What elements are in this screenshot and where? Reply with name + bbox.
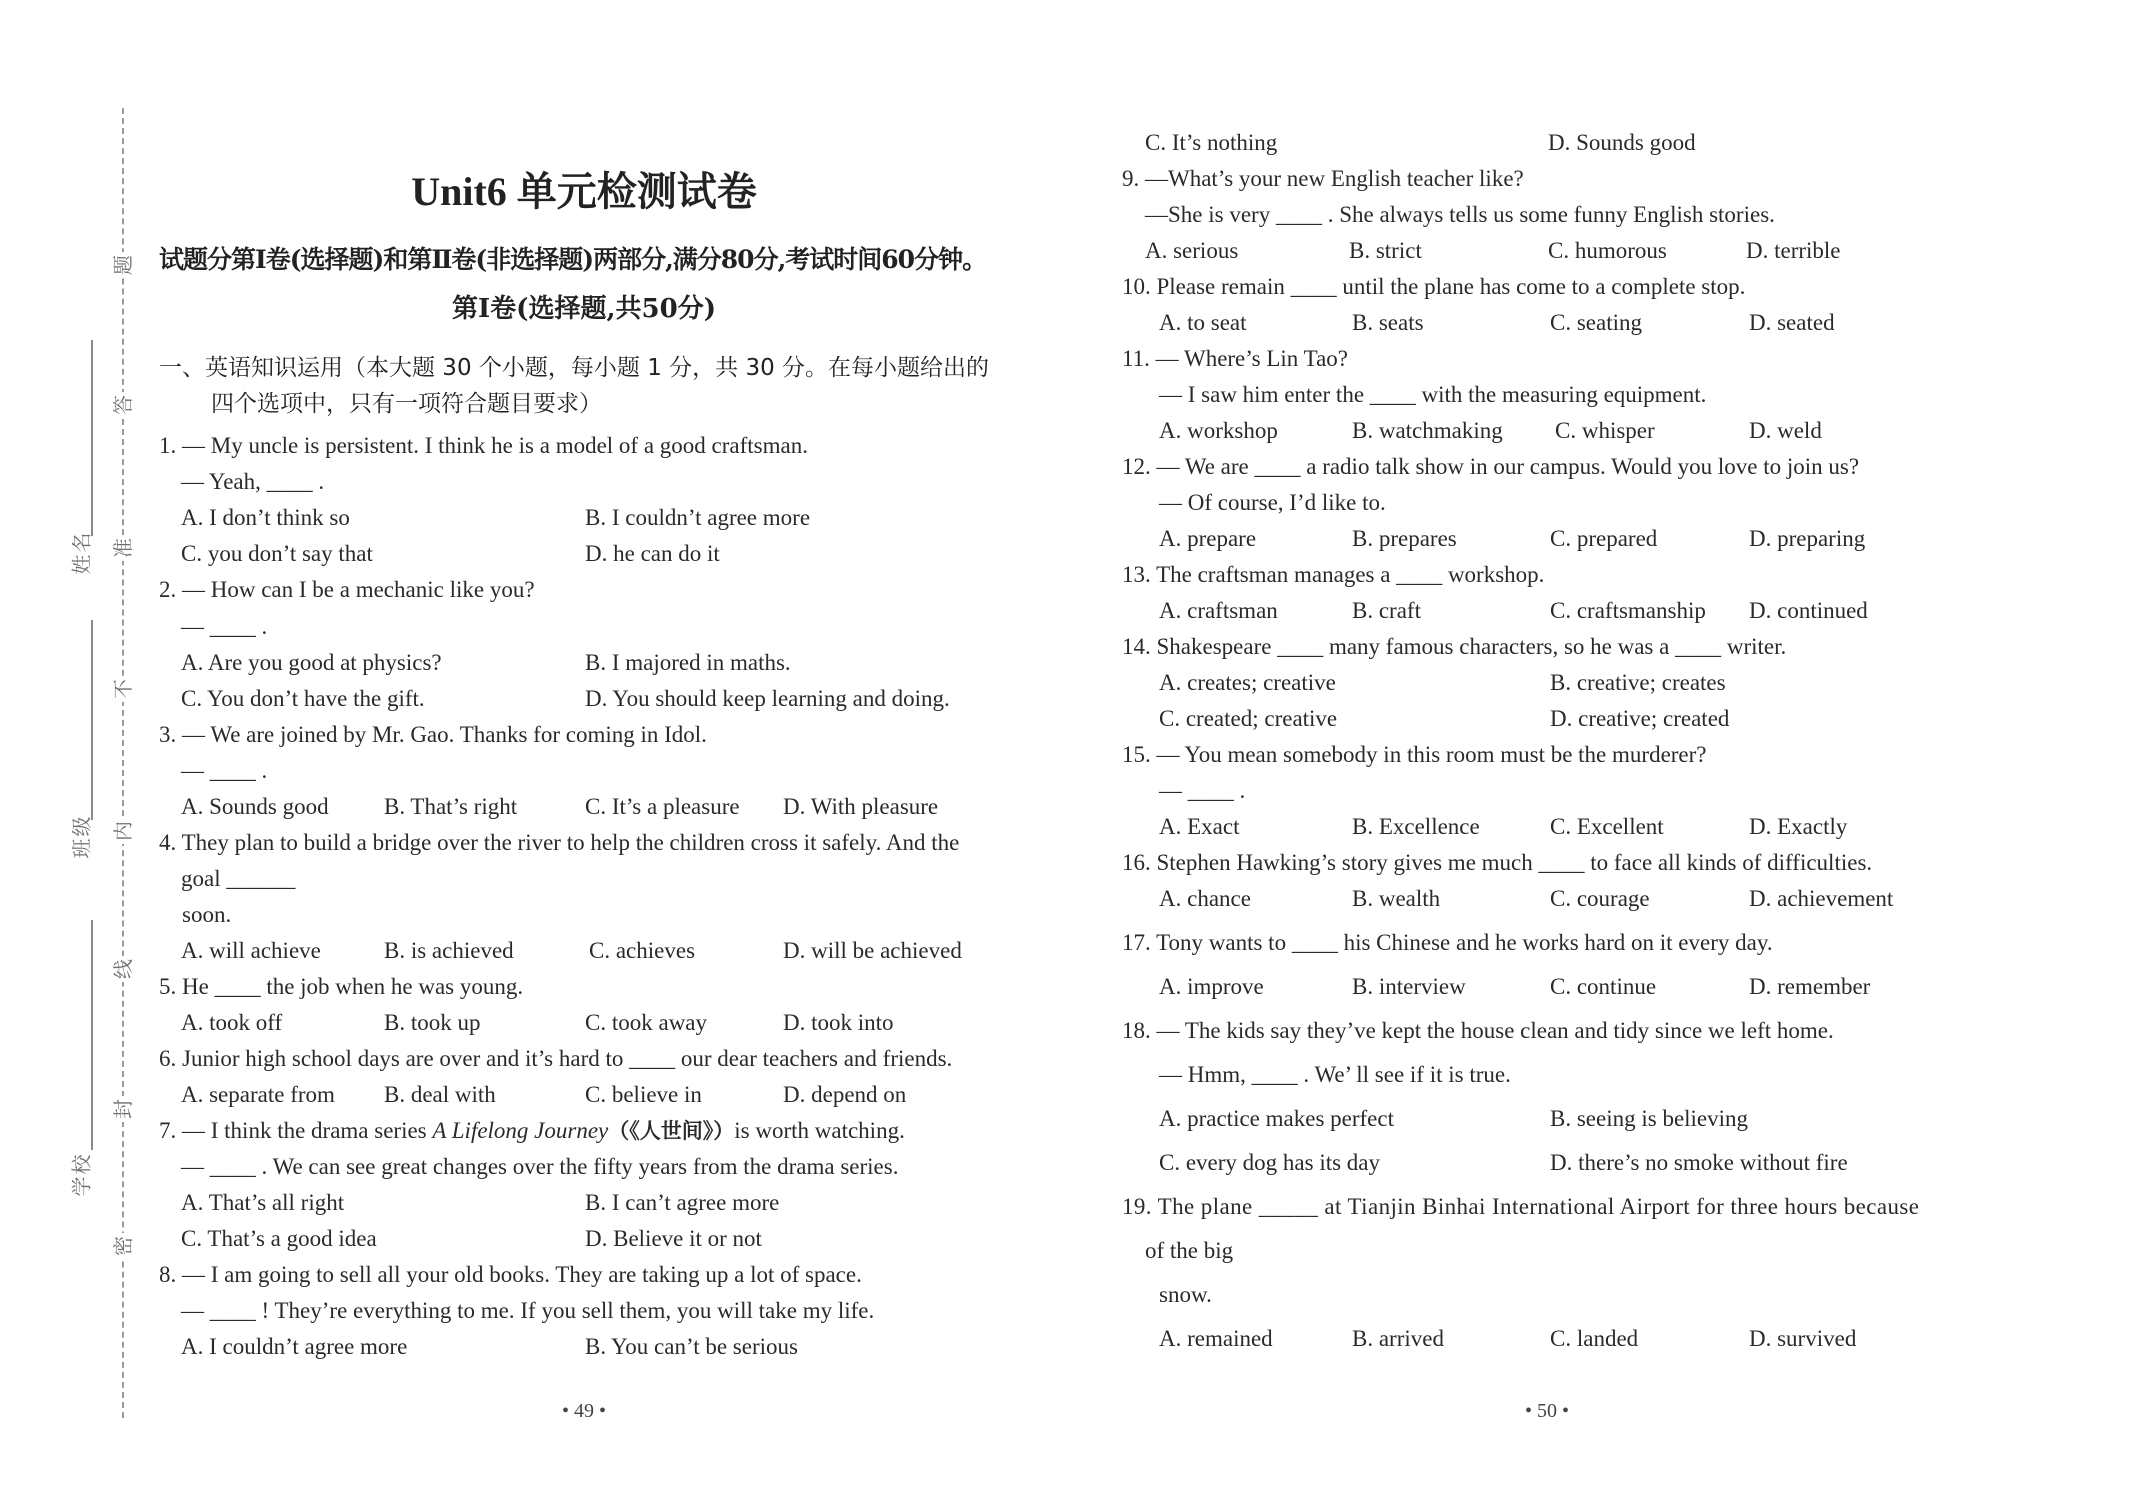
option-b: B. is achieved	[384, 938, 514, 963]
option-d: D. continued	[1749, 598, 1868, 623]
option-a: A. I couldn’t agree more	[181, 1334, 408, 1359]
page-number-left: • 49 •	[561, 1400, 606, 1422]
part-heading-line1: 一、英语知识运用（本大题 30 个小题，每小题 1 分，共 30 分。在每小题给出的	[159, 355, 990, 381]
question-stem: 14. Shakespeare ____ many famous characters, so he was a ____ writer.	[1122, 634, 1787, 659]
option-c: C. It’s a pleasure	[585, 794, 740, 819]
part-heading-line2: 四个选项中，只有一项符合题目要求）	[211, 391, 602, 417]
option-c: C. you don’t say that	[181, 541, 373, 566]
seal-char: 密	[110, 1233, 136, 1259]
option-b: B. took up	[384, 1010, 481, 1035]
option-c: C. created; creative	[1159, 706, 1338, 731]
option-a: A. took off	[181, 1010, 283, 1035]
option-d: D. remember	[1749, 974, 1871, 999]
question-stem: 15. — You mean somebody in this room must be the murderer?	[1122, 742, 1707, 767]
option-b: B. craft	[1352, 598, 1421, 623]
option-c: C. prepared	[1550, 526, 1658, 551]
question-reply: — ____ ! They’re everything to me. If you sell them, you will take my life.	[181, 1298, 875, 1323]
option-d: D. weld	[1749, 418, 1822, 443]
option-b: B. wealth	[1352, 886, 1441, 911]
option-c: C. courage	[1550, 886, 1650, 911]
option-c: C. That’s a good idea	[181, 1226, 377, 1251]
drama-title-cn: （《人世间》）	[608, 1118, 735, 1143]
option-a: A. prepare	[1159, 526, 1257, 551]
option-c: C. took away	[585, 1010, 708, 1035]
option-a: A. workshop	[1159, 418, 1278, 443]
option-b: B. seeing is believing	[1550, 1106, 1749, 1131]
seal-dashed-line	[122, 108, 124, 1418]
option-b: B. Excellence	[1352, 814, 1480, 839]
question-stem-cont: goal ______	[181, 866, 296, 891]
drama-title: A Lifelong Journey	[432, 1118, 609, 1143]
question-stem-text: is worth watching.	[734, 1118, 905, 1143]
question-stem: 18. — The kids say they’ve kept the house clean and tidy since we left home.	[1122, 1018, 1834, 1043]
option-d: D. preparing	[1749, 526, 1866, 551]
question-stem: 6. Junior high school days are over and it’s hard to ____ our dear teachers and friends.	[159, 1046, 953, 1071]
option-b: B. prepares	[1352, 526, 1457, 551]
option-a: A. Are you good at physics?	[181, 650, 442, 675]
question-stem: 9. —What’s your new English teacher like?	[1122, 166, 1524, 191]
option-c: C. You don’t have the gift.	[181, 686, 425, 711]
option-d: D. there’s no smoke without fire	[1550, 1150, 1848, 1175]
option-b: B. seats	[1352, 310, 1424, 335]
seal-char: 准	[110, 535, 136, 561]
option-c: C. craftsmanship	[1550, 598, 1706, 623]
name-write-line	[91, 340, 93, 536]
option-b: B. That’s right	[384, 794, 518, 819]
class-label: 班级	[69, 814, 94, 859]
option-c: C. seating	[1550, 310, 1642, 335]
question-stem: 13. The craftsman manages a ____ workshop.	[1122, 562, 1545, 587]
option-c: C. whisper	[1555, 418, 1655, 443]
page-title: Unit6 单元检测试卷	[411, 169, 757, 214]
question-stem: 12. — We are ____ a radio talk show in our campus. Would you love to join us?	[1122, 454, 1860, 479]
question-stem: 5. He ____ the job when he was young.	[159, 974, 524, 999]
option-d: D. he can do it	[585, 541, 720, 566]
option-d: D. will be achieved	[783, 938, 962, 963]
option-a: A. improve	[1159, 974, 1264, 999]
question-stem-cont: snow.	[1159, 1282, 1212, 1307]
question-stem	[159, 1113, 905, 1149]
seal-char: 不	[110, 676, 136, 702]
option-c: C. humorous	[1548, 238, 1667, 263]
option-a: A. That’s all right	[181, 1190, 345, 1215]
option-c: C. believe in	[585, 1082, 702, 1107]
option-c: C. Excellent	[1550, 814, 1664, 839]
question-stem: 2. — How can I be a mechanic like you?	[159, 577, 535, 602]
option-d: D. creative; created	[1550, 706, 1730, 731]
option-a: A. Exact	[1159, 814, 1240, 839]
option-d: D. With pleasure	[783, 794, 939, 819]
class-write-line-top	[91, 620, 93, 820]
question-stem: 4. They plan to build a bridge over the river to help the children cross it safely. And the	[159, 830, 960, 855]
option-c: C. It’s nothing	[1145, 130, 1278, 155]
option-a: A. craftsman	[1159, 598, 1278, 623]
section-title: 第Ⅰ卷(选择题,共50分)	[452, 294, 716, 324]
option-a: A. creates; creative	[1159, 670, 1336, 695]
option-c: C. achieves	[589, 938, 696, 963]
option-b: B. watchmaking	[1352, 418, 1503, 443]
option-b: B. I majored in maths.	[585, 650, 791, 675]
question-reply: —She is very ____ . She always tells us some funny English stories.	[1145, 202, 1775, 227]
question-reply: — ____ .	[1159, 778, 1246, 803]
question-stem-cont: of the big	[1145, 1238, 1234, 1263]
question-stem: 8. — I am going to sell all your old books. They are taking up a lot of space.	[159, 1262, 862, 1287]
seal-char: 内	[110, 818, 136, 844]
option-b: B. I couldn’t agree more	[585, 505, 811, 530]
option-d: D. achievement	[1749, 886, 1894, 911]
option-c: C. continue	[1550, 974, 1657, 999]
option-d: D. seated	[1749, 310, 1835, 335]
option-d: D. Exactly	[1749, 814, 1848, 839]
seal-char: 封	[110, 1096, 136, 1122]
option-a: A. serious	[1145, 238, 1239, 263]
option-b: B. You can’t be serious	[585, 1334, 798, 1359]
option-b: B. I can’t agree more	[585, 1190, 780, 1215]
question-reply: — ____ . We can see great changes over the fifty years from the drama series.	[181, 1154, 899, 1179]
option-d: D. terrible	[1746, 238, 1841, 263]
option-a: A. separate from	[181, 1082, 335, 1107]
option-d: D. Sounds good	[1548, 130, 1696, 155]
school-write-line	[91, 920, 93, 1150]
option-d: D. Believe it or not	[585, 1226, 762, 1251]
page-number-right: • 50 •	[1524, 1400, 1569, 1422]
option-a: A. to seat	[1159, 310, 1247, 335]
question-reply: — I saw him enter the ____ with the measuring equipment.	[1159, 382, 1707, 407]
question-reply: — Yeah, ____ .	[181, 469, 325, 494]
option-b: B. creative; creates	[1550, 670, 1726, 695]
question-reply: — ____ .	[181, 758, 268, 783]
option-a: A. chance	[1159, 886, 1251, 911]
exam-intro: 试题分第Ⅰ卷(选择题)和第Ⅱ卷(非选择题)两部分,满分80分,考试时间60分钟。	[159, 245, 987, 274]
option-d: D. You should keep learning and doing.	[585, 686, 950, 711]
question-stem: 10. Please remain ____ until the plane has come to a complete stop.	[1122, 274, 1746, 299]
part-heading	[159, 350, 989, 422]
question-reply: — Of course, I’d like to.	[1159, 490, 1386, 515]
question-reply: — ____ .	[181, 614, 268, 639]
option-d: D. took into	[783, 1010, 894, 1035]
option-b: B. interview	[1352, 974, 1466, 999]
option-a: A. I don’t think so	[181, 505, 350, 530]
question-stem: 11. — Where’s Lin Tao?	[1122, 346, 1348, 371]
question-stem: 16. Stephen Hawking’s story gives me much ____ to face all kinds of difficulties.	[1122, 850, 1873, 875]
option-b: B. deal with	[384, 1082, 496, 1107]
option-a: A. will achieve	[181, 938, 321, 963]
option-c: C. landed	[1550, 1326, 1639, 1351]
seal-char: 题	[110, 252, 136, 278]
option-a: A. Sounds good	[181, 794, 329, 819]
question-stem: 17. Tony wants to ____ his Chinese and he works hard on it every day.	[1122, 930, 1773, 955]
option-c: C. every dog has its day	[1159, 1150, 1381, 1175]
question-stem: 19. The plane _____ at Tianjin Binhai International Airport for three hours because	[1122, 1194, 1920, 1219]
question-stem-text: 7. — I think the drama series	[159, 1118, 433, 1143]
option-d: D. survived	[1749, 1326, 1857, 1351]
question-stem: 1. — My uncle is persistent. I think he is a model of a good craftsman.	[159, 433, 808, 458]
option-a: A. remained	[1159, 1326, 1273, 1351]
question-stem-cont: soon.	[182, 902, 232, 927]
question-reply: — Hmm, ____ . We’ ll see if it is true.	[1159, 1062, 1511, 1087]
question-stem: 3. — We are joined by Mr. Gao. Thanks for coming in Idol.	[159, 722, 707, 747]
option-a: A. practice makes perfect	[1159, 1106, 1394, 1131]
seal-char: 答	[110, 392, 136, 418]
option-b: B. arrived	[1352, 1326, 1444, 1351]
name-label: 姓名	[69, 530, 94, 575]
seal-char: 线	[110, 956, 136, 982]
option-b: B. strict	[1349, 238, 1422, 263]
school-label: 学校	[69, 1152, 94, 1197]
option-d: D. depend on	[783, 1082, 907, 1107]
